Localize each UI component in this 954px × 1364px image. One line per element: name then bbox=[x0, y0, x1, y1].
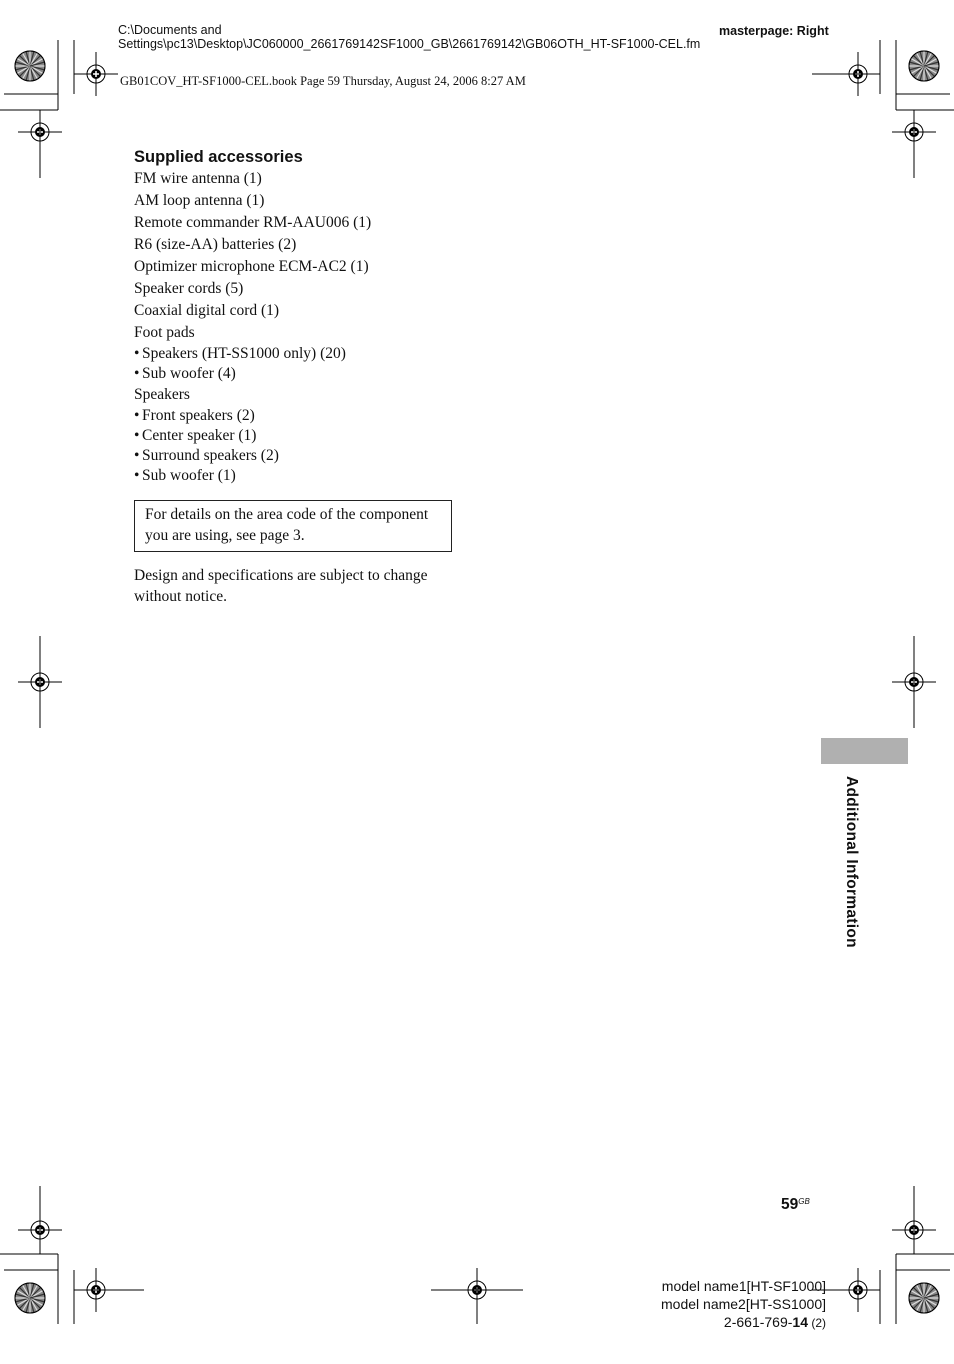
color-wheel-mark-icon bbox=[15, 1283, 45, 1313]
bullet-icon: • bbox=[134, 447, 140, 464]
accessory-item: AM loop antenna (1) bbox=[134, 192, 265, 209]
supplied-accessories-section bbox=[134, 148, 464, 607]
page-number bbox=[781, 1196, 810, 1214]
model-footer bbox=[661, 1277, 826, 1332]
accessory-item: Coaxial digital cord (1) bbox=[134, 302, 280, 319]
speaker-label: Center speaker (1) bbox=[142, 427, 257, 444]
accessory-item: Optimizer microphone ECM-AC2 (1) bbox=[134, 258, 369, 275]
color-wheel-mark-icon bbox=[909, 51, 939, 81]
foot-pad-item bbox=[134, 364, 464, 384]
section-title: Supplied accessories bbox=[134, 148, 303, 166]
page-number-value: 59 bbox=[781, 1196, 799, 1213]
bullet-icon: • bbox=[134, 407, 140, 424]
speaker-item bbox=[134, 406, 464, 426]
book-info-line: GB01COV_HT-SF1000-CEL.book Page 59 Thursday, August 24, 2006 8:27 AM bbox=[120, 74, 526, 88]
bullet-icon: • bbox=[134, 467, 140, 484]
masterpage-label: masterpage: Right bbox=[719, 24, 829, 38]
part-number-prefix: 2-661-769- bbox=[723, 1314, 793, 1330]
accessory-item: Foot pads bbox=[134, 324, 195, 341]
page-number-suffix: GB bbox=[798, 1197, 810, 1206]
speaker-item bbox=[134, 466, 464, 486]
accessory-item: FM wire antenna (1) bbox=[134, 170, 262, 187]
design-notice: Design and specifications are subject to change without notice. bbox=[134, 567, 428, 605]
foot-pad-label: Sub woofer (4) bbox=[142, 365, 236, 382]
color-wheel-mark-icon bbox=[15, 51, 45, 81]
model-name-2: model name2[HT-SS1000] bbox=[661, 1296, 826, 1312]
accessory-item: Remote commander RM-AAU006 (1) bbox=[134, 214, 372, 231]
foot-pad-item bbox=[134, 344, 464, 364]
speaker-label: Sub woofer (1) bbox=[142, 467, 236, 484]
area-code-note-box: For details on the area code of the component you are using, see page 3. bbox=[134, 500, 452, 552]
bullet-icon: • bbox=[134, 345, 140, 362]
part-number-bold: 14 bbox=[792, 1314, 808, 1330]
bullet-icon: • bbox=[134, 427, 140, 444]
speaker-item bbox=[134, 446, 464, 466]
section-tab-bar bbox=[821, 738, 908, 764]
speaker-label: Surround speakers (2) bbox=[142, 447, 279, 464]
side-tab-label: Additional Information bbox=[843, 776, 860, 948]
speakers-label: Speakers bbox=[134, 386, 190, 403]
model-name-1: model name1[HT-SF1000] bbox=[661, 1278, 826, 1294]
part-number-suffix: (2) bbox=[808, 1316, 826, 1330]
file-path: C:\Documents and Settings\pc13\Desktop\JC060000_2661769142SF1000_GB\2661769142\GB06OTH_HT-SF1000-CEL.fm bbox=[118, 23, 701, 51]
foot-pad-label: Speakers (HT-SS1000 only) (20) bbox=[142, 345, 346, 362]
accessory-item: Speaker cords (5) bbox=[134, 280, 244, 297]
registration-target-icon bbox=[74, 52, 118, 96]
part-number bbox=[661, 1313, 826, 1332]
speaker-item bbox=[134, 426, 464, 446]
speaker-label: Front speakers (2) bbox=[142, 407, 255, 424]
accessory-item: R6 (size-AA) batteries (2) bbox=[134, 236, 297, 253]
color-wheel-mark-icon bbox=[909, 1283, 939, 1313]
bullet-icon: • bbox=[134, 365, 140, 382]
